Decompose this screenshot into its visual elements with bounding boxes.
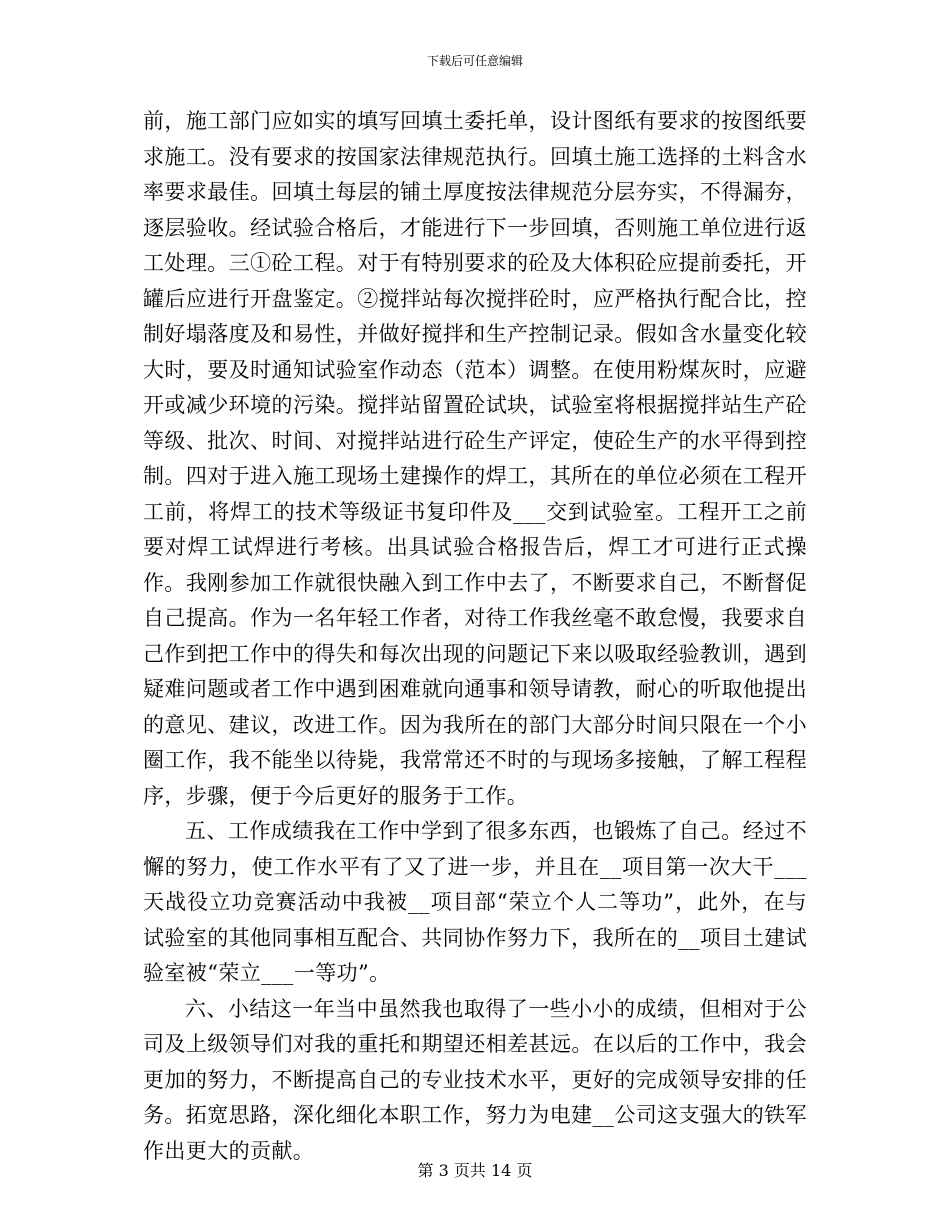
page-header: 下载后可任意编辑: [426, 54, 523, 68]
paragraph-work-achievements: 五、工作成绩我在工作中学到了很多东西，也锻炼了自己。经过不懈的努力，使工作水平有了又了进一步，并且在__项目第一次大干___天战役立功竞赛活动中我被__项目部“荣立个人二等功”，此外，在与试验室的其他同事相互配合、共同协作努力下，我所在的__项目土建试验室被“荣立___一等功”。: [143, 819, 807, 985]
paragraph-summary: 六、小结这一年当中虽然我也取得了一些小小的成绩，但相对于公司及上级领导们对我的重托和期望还相差甚远。在以后的工作中，我会更加的努力，不断提高自己的专业技术水平，更好的完成领导安排的任务。拓宽思路，深化细化本职工作，努力为电建__公司这支强大的铁军作出更大的贡献。: [143, 996, 807, 1163]
paragraph-continued: 前，施工部门应如实的填写回填土委托单，设计图纸有要求的按图纸要求施工。没有要求的按国家法律规范执行。回填土施工选择的土料含水率要求最佳。回填土每层的铺土厚度按法律规范分层夯实，不得漏夯，逐层验收。经试验合格后，才能进行下一步回填，否则施工单位进行返工处理。三①砼工程。对于有特别要求的砼及大体积砼应提前委托，开罐后应进行开盘鉴定。②搅拌站每次搅拌砼时，应严格执行配合比，控制好塌落度及和易性，并做好搅拌和生产控制记录。假如含水量变化较大时，要及时通知试验室作动态（范本）调整。在使用粉煤灰时，应避开或减少环境的污染。搅拌站留置砼试块，试验室将根据搅拌站生产砼等级、批次、时间、对搅拌站进行砼生产评定，使砼生产的水平得到控制。四对于进入施工现场土建操作的焊工，其所在的单位必须在工程开工前，将焊工的技术等级证书复印件及___交到试验室。工程开工之前要对焊工试焊进行考核。出具试验合格报告后，焊工才可进行正式操作。我刚参加工作就很快融入到工作中去了，不断要求自己，不断督促自己提高。作为一名年轻工作者，对待工作我丝毫不敢怠慢，我要求自己作到把工作中的得失和每次出现的问题记下来以吸取经验教训，遇到疑难问题或者工作中遇到困难就向通事和领导请教，耐心的听取他提出的意见、建议，改进工作。因为我所在的部门大部分时间只限在一个小圈工作，我不能坐以待毙，我常常还不时的与现场多接触，了解工程程序，步骤，便于今后更好的服务于工作。: [143, 109, 807, 808]
document-body: [143, 104, 807, 1169]
page-number: 第 3 页共 14 页: [417, 1161, 533, 1180]
